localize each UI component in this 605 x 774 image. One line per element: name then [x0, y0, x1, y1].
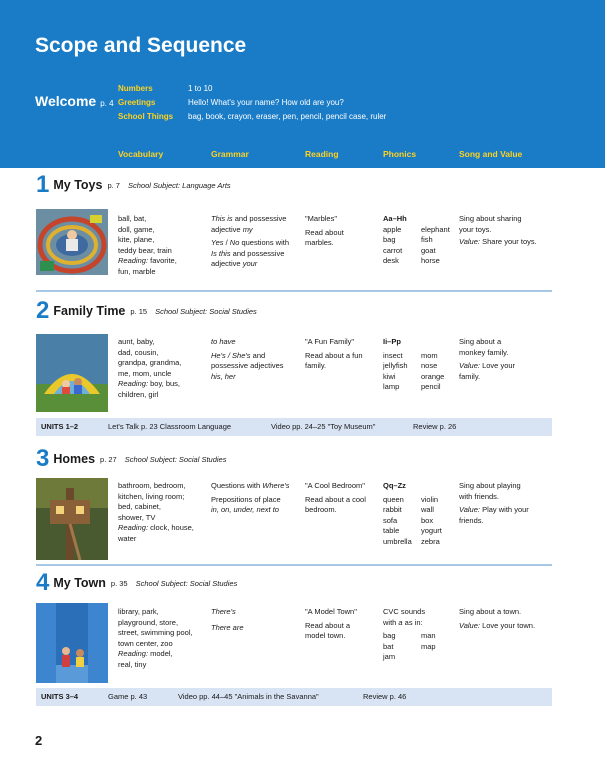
unit-4-heading [36, 569, 237, 597]
unit-page: p. 27 [100, 454, 117, 464]
page-number: 2 [35, 733, 43, 748]
grammar-term: There are [211, 622, 244, 632]
unit-4-vocabulary [118, 607, 193, 670]
column-header-vocabulary: Vocabulary [118, 149, 164, 159]
vocab-line: doll, game, [118, 224, 155, 234]
unit-2-song-value [459, 337, 515, 382]
vocab-reading: favorite, [150, 256, 177, 265]
phonics-word: violin [421, 494, 439, 504]
unit-1-reading [305, 214, 344, 249]
unit-2-phonics-col2 [421, 351, 444, 393]
unit-3-song-value [459, 481, 529, 526]
value-text: Love your [482, 361, 516, 370]
vocab-line: aunt, baby, [118, 337, 155, 346]
unit-4-phonics-col2 [421, 631, 436, 652]
phonics-title: Aa–Hh [383, 214, 407, 223]
phonics-word: box [421, 515, 434, 525]
welcome-row-school-things [118, 112, 386, 121]
unit-1-phonics [383, 214, 407, 267]
unit-number: 3 [36, 445, 50, 472]
phonics-word: sofa [383, 515, 398, 525]
review-bar-item: Review p. 46 [363, 692, 407, 701]
grammar-text: Prepositions of place [211, 494, 281, 504]
vocab-line: dad, cousin, [118, 347, 159, 357]
value-label: Value: [459, 237, 480, 246]
grammar-text: possessive adjectives [211, 361, 284, 370]
unit-subject: School Subject: Social Studies [124, 454, 227, 464]
header-banner [0, 0, 605, 168]
vocab-line: playground, store, [118, 617, 179, 627]
phonics-letter: a [398, 617, 403, 627]
vocab-line: street, swimming pool, [118, 628, 193, 637]
unit-title: Homes [53, 452, 96, 466]
unit-1-vocabulary [118, 214, 177, 277]
vocab-reading-label: Reading: [118, 379, 149, 388]
welcome-row-greetings [118, 98, 344, 107]
phonics-word: carrot [383, 245, 403, 255]
unit-2-reading [305, 337, 363, 372]
value-text: Share your toys. [482, 237, 537, 246]
unit-2-photo-family-tent [36, 334, 108, 412]
unit-subject: School Subject: Social Studies [155, 306, 257, 316]
unit-number: 4 [36, 569, 50, 596]
unit-2-grammar [211, 337, 284, 382]
vocab-reading: water [118, 533, 137, 543]
welcome-value: 1 to 10 [188, 84, 213, 93]
grammar-term: in, on, under, next to [211, 505, 279, 514]
phonics-word: elephant [421, 224, 450, 234]
unit-page: p. 35 [110, 578, 128, 588]
phonics-title: Ii–Pp [383, 337, 401, 346]
song-text: Sing about a town. [459, 607, 522, 616]
phonics-word: lamp [383, 382, 400, 391]
reading-text: model town. [305, 631, 346, 640]
unit-subject: School Subject: Language Arts [127, 180, 231, 190]
unit-3-photo-treehouse [36, 478, 108, 560]
grammar-term: He's / She's [211, 350, 251, 360]
welcome-row-numbers [118, 84, 212, 93]
reading-text: Read about a fun [305, 350, 363, 360]
song-text: with friends. [459, 491, 500, 501]
vocab-line: bathroom, bedroom, [118, 481, 186, 490]
unit-4-photo-blue-town [36, 603, 108, 683]
phonics-word: pencil [421, 382, 441, 391]
song-text: Sing about sharing [459, 214, 522, 223]
review-bar-item: Video pp. 44–45 "Animals in the Savanna" [178, 692, 319, 701]
grammar-term: Is this [211, 248, 231, 258]
review-bar-item: Review p. 26 [413, 422, 457, 431]
phonics-word: desk [383, 256, 399, 265]
unit-1-song-value [459, 214, 537, 248]
review-bar-label: UNITS 1–2 [41, 422, 79, 431]
phonics-title: Qq–Zz [383, 481, 406, 490]
unit-number: 2 [36, 297, 50, 324]
phonics-title: as in: [402, 617, 423, 627]
column-header-phonics: Phonics [383, 149, 417, 159]
unit-divider [36, 290, 552, 292]
review-bar-units-3-4 [36, 688, 552, 706]
grammar-term: This is [211, 214, 233, 223]
value-label: Value: [459, 361, 480, 370]
unit-2-heading [36, 297, 257, 325]
review-bar-label: UNITS 3–4 [41, 692, 79, 701]
vocab-line: ball, bat, [118, 214, 147, 223]
welcome-label: Welcome [35, 93, 97, 109]
grammar-term: your [242, 259, 258, 268]
phonics-title: CVC sounds [383, 607, 426, 616]
unit-3-reading [305, 481, 366, 516]
unit-page: p. 7 [107, 180, 120, 190]
grammar-text: Questions with [211, 481, 263, 490]
phonics-word: bat [383, 641, 394, 651]
reading-title: "A Model Town" [305, 607, 357, 616]
phonics-word: bag [383, 631, 396, 640]
value-text: friends. [459, 515, 484, 525]
welcome-page: p. 4 [100, 99, 114, 108]
phonics-word: wall [421, 505, 434, 514]
vocab-reading-label: Reading: [118, 523, 149, 532]
page-title: Scope and Sequence [35, 34, 247, 57]
unit-1-phonics-col2 [421, 225, 450, 267]
vocab-reading: real, tiny [118, 659, 147, 669]
unit-2-vocabulary [118, 337, 181, 400]
song-text: Sing about playing [459, 481, 521, 490]
grammar-text: and possessive [230, 248, 285, 258]
column-header-reading: Reading [305, 149, 339, 159]
grammar-term: Yes [211, 238, 224, 247]
grammar-term: to have [211, 337, 236, 346]
phonics-word: map [421, 641, 436, 651]
phonics-word: table [383, 526, 400, 535]
unit-title: Family Time [53, 304, 126, 318]
unit-4-phonics [383, 607, 425, 663]
reading-text: Read about a cool [305, 494, 366, 504]
review-bar-item: Game p. 43 [108, 692, 148, 701]
welcome-value: Hello! What's your name? How old are you? [188, 98, 344, 107]
phonics-word: man [421, 631, 436, 640]
unit-3-phonics-col2 [421, 495, 442, 548]
welcome-key: Greetings [118, 98, 156, 107]
welcome-key: School Things [118, 112, 174, 121]
vocab-reading-label: Reading: [118, 256, 149, 265]
welcome-value: bag, book, crayon, eraser, pen, pencil, pencil case, ruler [188, 112, 387, 121]
phonics-word: goat [421, 245, 436, 255]
unit-title: My Town [53, 576, 106, 590]
vocab-line: town center, zoo [118, 638, 173, 648]
unit-3-heading [36, 445, 226, 473]
phonics-word: nose [421, 361, 438, 370]
grammar-text: and possessive [232, 214, 287, 223]
unit-3-grammar [211, 481, 290, 516]
phonics-word: yogurt [421, 526, 442, 535]
unit-page: p. 15 [130, 306, 148, 316]
unit-subject: School Subject: Social Studies [135, 578, 238, 588]
phonics-word: kiwi [383, 371, 396, 381]
phonics-word: apple [383, 224, 402, 234]
review-bar-item: Let's Talk p. 23 Classroom Language [108, 422, 232, 431]
unit-3-vocabulary [118, 481, 194, 544]
phonics-word: zebra [421, 536, 440, 546]
vocab-line: library, park, [118, 607, 159, 616]
reading-title: "A Fun Family" [305, 337, 355, 346]
phonics-word: mom [421, 350, 438, 360]
review-bar-units-1-2 [36, 418, 552, 436]
vocab-line: shower, TV [118, 512, 156, 522]
phonics-word: orange [421, 371, 445, 381]
phonics-word: insect [383, 350, 403, 360]
unit-1-grammar [211, 214, 289, 270]
vocab-reading: boy, bus, [148, 379, 180, 388]
unit-divider [36, 564, 552, 566]
reading-text: marbles. [305, 238, 334, 247]
reading-title: "A Cool Bedroom" [305, 481, 365, 490]
value-text: Love your town. [482, 620, 536, 630]
welcome-key: Numbers [118, 84, 153, 93]
grammar-text: and [250, 350, 266, 360]
phonics-word: bag [383, 235, 396, 244]
phonics-word: fish [421, 235, 433, 244]
vocab-reading-label: Reading: [118, 649, 149, 658]
grammar-term: Where's [262, 481, 290, 490]
reading-text: family. [305, 361, 327, 370]
grammar-term: my [242, 224, 253, 234]
value-label: Value: [459, 620, 480, 630]
vocab-line: kitchen, living room; [118, 491, 185, 501]
song-text: Sing about a [459, 337, 502, 346]
phonics-word: horse [421, 256, 440, 265]
column-header-song-value: Song and Value [459, 149, 523, 159]
phonics-word: queen [383, 494, 404, 504]
unit-4-song-value [459, 607, 535, 631]
phonics-word: jam [383, 652, 396, 661]
vocab-reading: children, girl [118, 389, 159, 399]
grammar-text: adjective [211, 224, 243, 234]
vocab-line: me, mom, uncle [118, 368, 172, 378]
vocab-line: teddy bear, train [118, 245, 172, 255]
vocab-line: kite, plane, [118, 235, 155, 244]
value-text: family. [459, 371, 481, 381]
unit-number: 1 [36, 171, 50, 198]
song-text: your toys. [459, 224, 492, 234]
phonics-title: with [383, 617, 399, 627]
phonics-word: umbrella [383, 536, 412, 546]
grammar-text: questions with [239, 238, 289, 247]
reading-text: bedroom. [305, 505, 337, 514]
unit-1-heading [36, 171, 231, 199]
value-text: Play with your [482, 505, 529, 514]
unit-1-photo-toys [36, 209, 108, 275]
grammar-term: There's [211, 607, 236, 616]
vocab-reading: clock, house, [148, 523, 194, 532]
review-bar-item: Video pp. 24–25 "Toy Museum" [271, 422, 376, 431]
reading-title: "Marbles" [305, 214, 337, 223]
song-text: monkey family. [459, 347, 509, 357]
vocab-reading: fun, marble [118, 266, 156, 276]
unit-title: My Toys [53, 178, 103, 192]
vocab-reading: model, [148, 649, 173, 658]
column-header-grammar: Grammar [211, 149, 249, 159]
reading-text: Read about a [305, 620, 351, 630]
value-label: Value: [459, 505, 480, 514]
reading-text: Read about [305, 227, 344, 237]
phonics-word: jellyfish [383, 361, 408, 370]
grammar-term: No [229, 238, 240, 247]
unit-4-grammar [211, 607, 244, 633]
welcome-heading [35, 93, 114, 109]
grammar-text: / [223, 238, 230, 247]
vocab-line: grandpa, grandma, [118, 358, 182, 367]
vocab-line: bed, cabinet, [118, 502, 161, 511]
unit-3-phonics [383, 481, 412, 547]
grammar-term: his, her [211, 371, 236, 381]
unit-4-reading [305, 607, 357, 642]
phonics-word: rabbit [383, 505, 402, 514]
grammar-text: adjective [211, 259, 243, 268]
unit-2-phonics [383, 337, 408, 393]
